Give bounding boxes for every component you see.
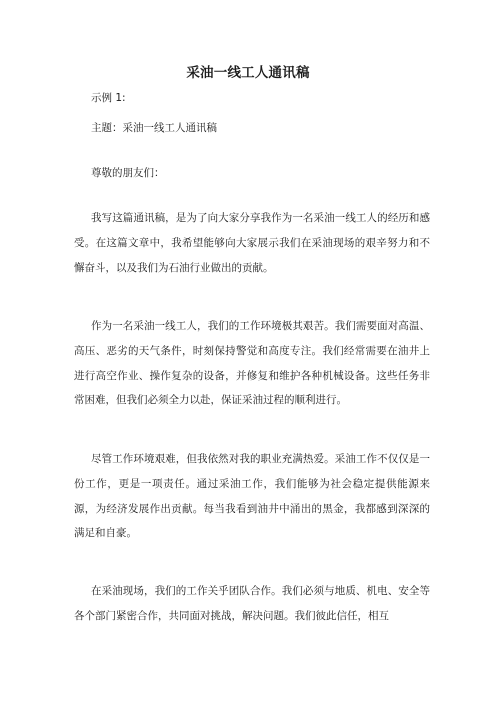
paragraph-passion: 尽管工作环境艰难，但我依然对我的职业充满热爱。采油工作不仅仅是一份工作，更是一项责任。通过采油工作，我们能够为社会稳定提供能源来源，为经济发展作出贡献。每当我看到油井中涌出的黑金，我都感到深深的满足和自豪。 — [74, 453, 430, 540]
paragraph-teamwork: 在采油现场，我们的工作关乎团队合作。我们必须与地质、机电、安全等各个部门紧密合作，共同面对挑战，解决问题。我们彼此信任，相互 — [74, 585, 430, 622]
subject-line: 主题：采油一线工人通讯稿 — [91, 122, 217, 134]
paragraph-work-environment: 作为一名采油一线工人，我们的工作环境极其艰苦。我们需要面对高温、高压、恶劣的天气条件，时刻保持警觉和高度专注。我们经常需要在油井上进行高空作业、操作复杂的设备，并修复和维护各种机械设备。这些任务非常困难，但我们必须全力以赴，保证采油过程的顺利进行。 — [74, 320, 430, 407]
example-label: 示例 1: — [91, 92, 126, 104]
salutation: 尊敬的朋友们： — [91, 167, 165, 179]
paragraph-intro: 我写这篇通讯稿，是为了向大家分享我作为一名采油一线工人的经历和感受。在这篇文章中，我希望能够向大家展示我们在采油现场的艰辛努力和不懈奋斗，以及我们为石油行业做出的贡献。 — [74, 212, 430, 274]
document-title: 采油一线工人通讯稿 — [186, 65, 310, 81]
